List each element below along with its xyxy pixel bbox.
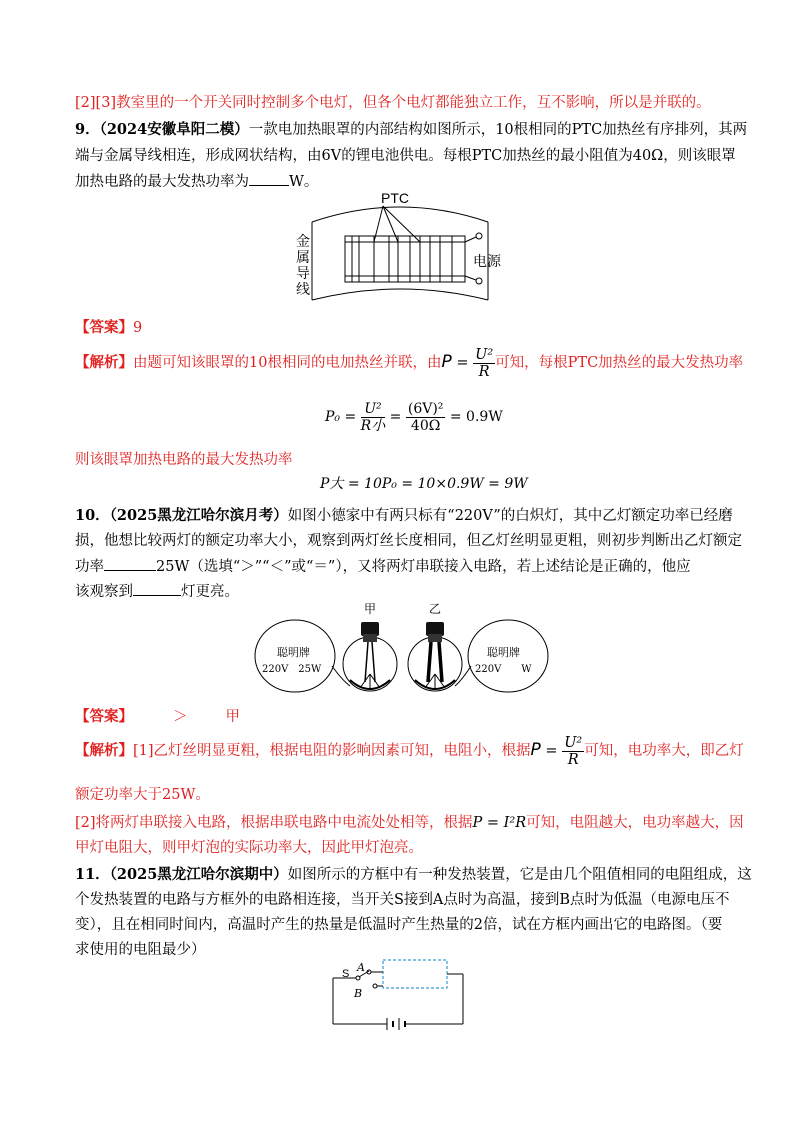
q9-analysis-text-a: 由题可知该眼罩的10根相同的电加热丝并联，由 (133, 355, 442, 371)
q10-analysis-line1: 【解析】[1]乙灯丝明显更粗，根据电阻的影响因素可知，电阻小，根据P = $\frac{\text{U²}}{R}$ 可知，电功率大，即乙灯 (75, 734, 744, 768)
q10-fig-yi: 乙 (429, 602, 442, 616)
q10-line3: 功率 25W（选填“＞”“＜”或“＝”），又将两灯串联接入电路，若上述结论是正确的，他应 (75, 556, 691, 577)
q10-analysis-line2c: 甲灯电阻大，则甲灯泡的实际功率大，因此甲灯泡亮。 (75, 840, 423, 856)
q10-analysis-line2: [2]将两灯串联接入电路，根据串联电路中电流处处相等，根据P = I²R可知，电阻越大，电功率越大，因 (75, 815, 744, 831)
q10-answer (75, 707, 240, 727)
q9-number: 9． (75, 121, 100, 138)
q9-analysis-line2: 则该眼罩加热电路的最大发热功率 (75, 452, 293, 468)
q9-analysis-tag: 【解析】 (75, 354, 133, 371)
q10-formula-fraction: $\frac{\text{U²}}{R}$ (564, 734, 583, 768)
q9-text1: 一款电加热眼罩的内部结构如图所示，10根相同的PTC加热丝有序排列，其两 (248, 122, 748, 138)
q11-line1: 11．（2025黑龙江哈尔滨期中）如图所示的方框中有一种发热装置，它是由几个阻值相同的电阻组成，这 (75, 866, 752, 883)
q11-fig-a: A (357, 961, 365, 974)
q11-fig-b: B (354, 987, 363, 1000)
q10-fig-left-spec: 220V 25W (262, 664, 322, 675)
q10-line4: 该观察到 灯更亮。 (75, 581, 239, 602)
q11-line4: 求使用的电阻最少） (75, 942, 206, 958)
q8-analysis-tail: [2][3]教室里的一个开关同时控制多个电灯，但各个电灯都能独立工作，互不影响，所以是并联的。 (75, 95, 711, 111)
q9-answer-value: 9 (133, 320, 143, 336)
q10-blank-2 (133, 581, 181, 596)
q10-number: 10． (75, 507, 110, 524)
q10-answer-1: ＞ (173, 709, 188, 725)
q9-fig-power-label: 电源 (473, 254, 501, 270)
q10-source: （2025黑龙江哈尔滨月考） (109, 507, 288, 524)
q9-equation-1: P₀ = $\frac{\text{U²}}{\text{R小}}$ = $\frac{\text{(6V)²}}{40\Omega}$ = 0.9W (325, 400, 503, 434)
q9-answer-blank (249, 171, 289, 186)
q11-number: 11． (75, 866, 110, 883)
q11-line2: 个发热装置的电路与方框外的电路相连接，当开关S接到A点时为高温，接到B点时为低温（电源电压不 (75, 892, 730, 908)
q10-fig-right-brand: 聪明牌 (487, 646, 520, 659)
q10-blank-1 (104, 556, 156, 571)
q10-analysis-tag: 【解析】 (75, 742, 133, 759)
q10-text1: 如图小德家中有两只标有“220V”的白炽灯，其中乙灯额定功率已经磨 (287, 508, 733, 524)
q9-line3-before: 加热电路的最大发热功率为 (75, 174, 249, 190)
q9-fig-ptc-label: PTC (381, 190, 409, 206)
q9-formula-p: P (441, 352, 452, 372)
q9-answer (75, 318, 142, 338)
q9-eyemask-diagram (290, 190, 510, 302)
q9-fig-wire-label: 金 属 导 线 (296, 234, 310, 298)
q10-line2: 损，他想比较两灯的额定功率大小，观察到两灯丝长度相同，但乙灯丝明显更粗，则初步判断出乙灯额定 (75, 533, 742, 549)
q9-equation-2: P大 = 10P₀ = 10×0.9W = 9W (320, 476, 528, 492)
q9-source: （2024安徽阜阳二模） (99, 121, 249, 138)
q10-fig-left-brand: 聪明牌 (277, 646, 310, 659)
q9-answer-tag: 【答案】 (75, 319, 133, 336)
q10-answer-tag: 【答案】 (75, 708, 133, 725)
q10-analysis-line1c: 额定功率大于25W。 (75, 787, 210, 803)
q11-fig-s: S (342, 968, 350, 980)
q9-line3 (75, 171, 318, 192)
q9-analysis-line1: 【解析】由题可知该眼罩的10根相同的电加热丝并联，由P = $\frac{\text{U²}}{R}$ 可知，每根PTC加热丝的最大发热功率 (75, 346, 744, 380)
q9-line1 (75, 120, 747, 140)
q9-formula-fraction: $\frac{\text{U²}}{R}$ (475, 346, 494, 380)
q9-analysis-text-b: 可知，每根PTC加热丝的最大发热功率 (495, 355, 744, 371)
q10-line1 (75, 506, 733, 526)
q10-fig-right-spec: 220V W (475, 664, 532, 675)
q9-line2: 端与金属导线相连，形成网状结构，由6V的锂电池供电。每根PTC加热丝的最小阻值为40Ω，则该眼罩 (75, 148, 736, 164)
q9-line3-after: W。 (289, 174, 319, 190)
q10-answer-2: 甲 (225, 709, 240, 725)
q10-formula-i2r: P = I²R (472, 815, 527, 831)
q10-fig-jia: 甲 (364, 602, 377, 616)
q11-source: （2025黑龙江哈尔滨期中） (109, 866, 288, 883)
q11-line3: 变），且在相同时间内，高温时产生的热量是低温时产生热量的2倍，试在方框内画出它的电路图。（要 (75, 917, 723, 933)
